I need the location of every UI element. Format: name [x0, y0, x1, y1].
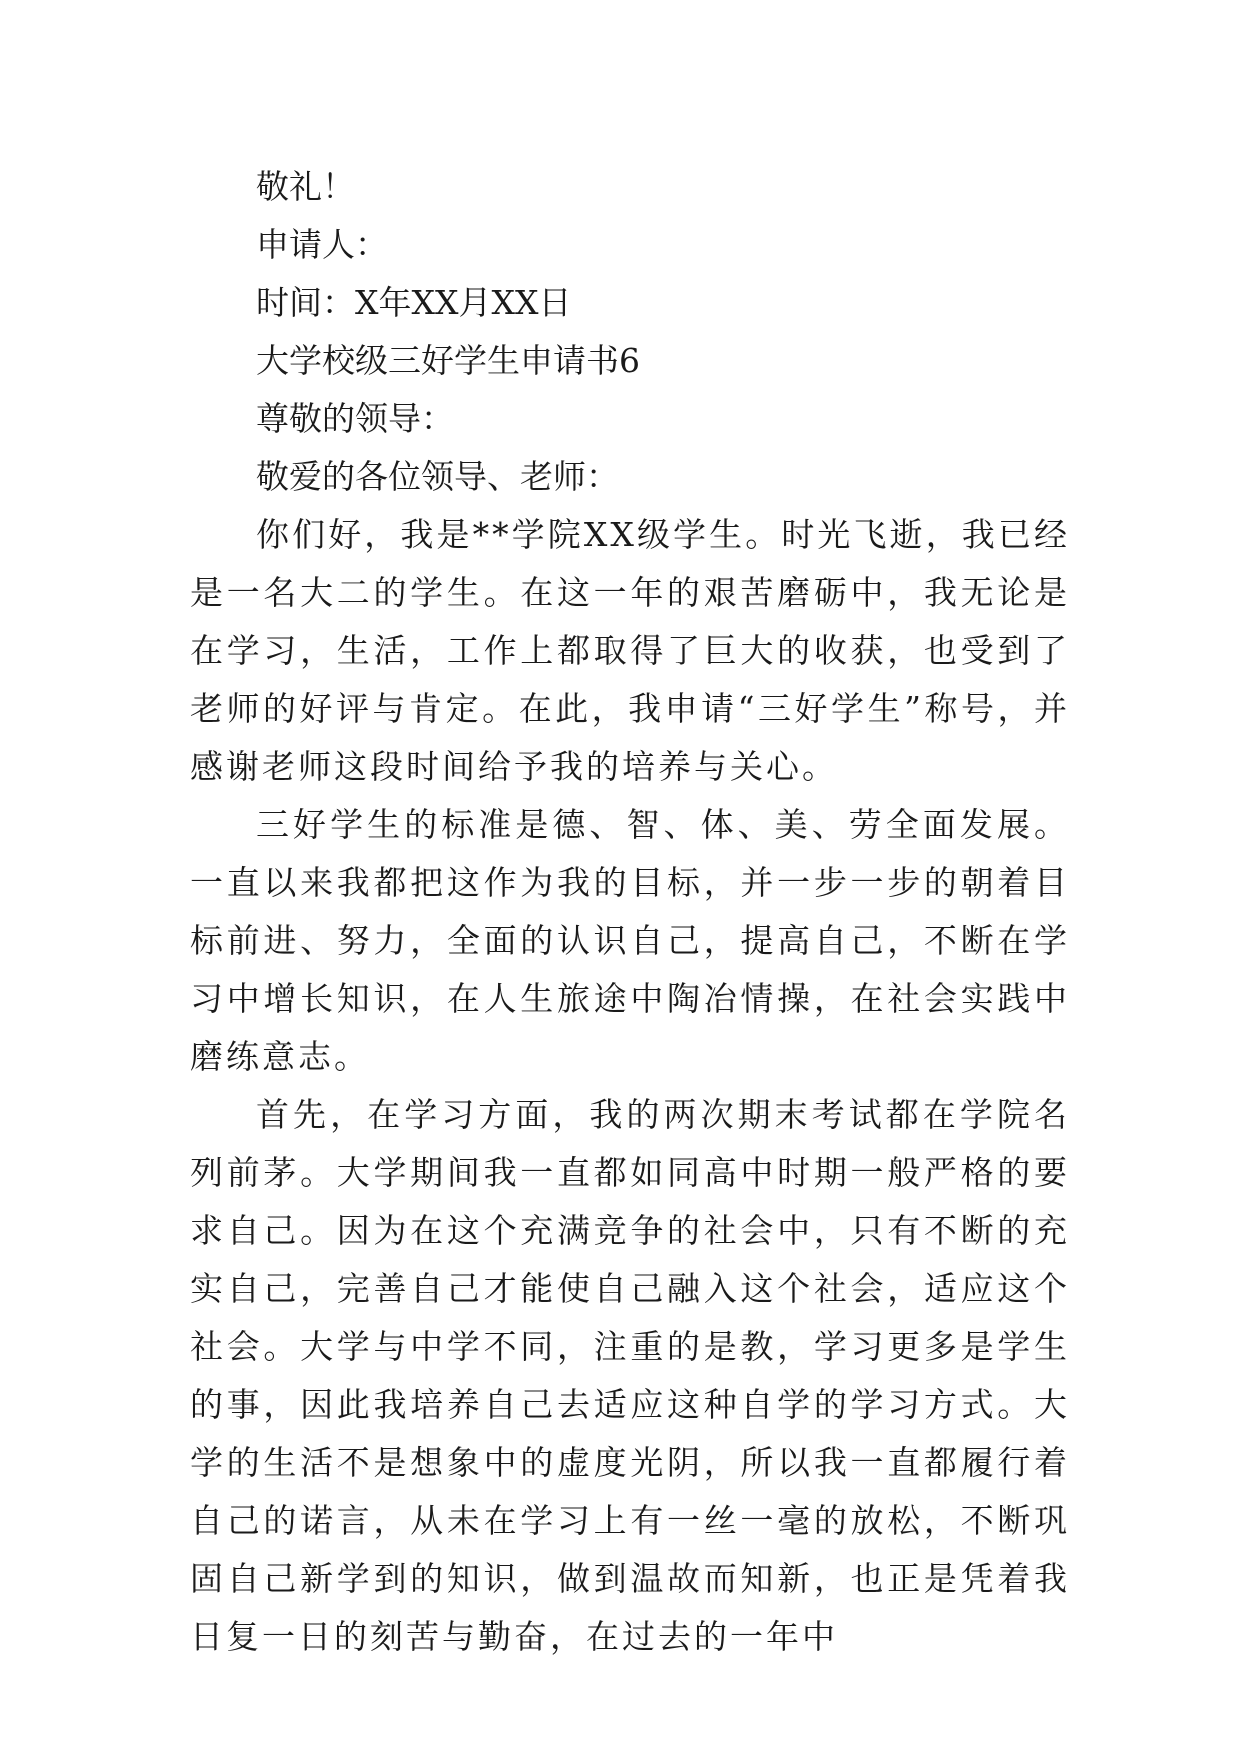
closing-line: 敬礼！	[256, 167, 355, 206]
paragraph-standards: 三好学生的标准是德、智、体、美、劳全面发展。一直以来我都把这作为我的目标，并一步一步的朝着目标前进、努力，全面的认识自己，提高自己，不断在学习中增长知识，在人生旅途中陶冶情操，在社会实践中磨练意志。	[190, 805, 1070, 1076]
salutation-leaders-teachers: 敬爱的各位领导、老师：	[256, 457, 619, 496]
date-line: 时间：X年XX月XX日	[256, 283, 572, 322]
applicant-line: 申请人：	[256, 225, 388, 264]
document-body	[190, 158, 1070, 1666]
document-heading: 大学校级三好学生申请书6	[256, 341, 640, 380]
salutation-leaders: 尊敬的领导：	[256, 399, 454, 438]
paragraph-study: 首先，在学习方面，我的两次期末考试都在学院名列前茅。大学期间我一直都如同高中时期一般严格的要求自己。因为在这个充满竞争的社会中，只有不断的充实自己，完善自己才能使自己融入这个社会，适应这个社会。大学与中学不同，注重的是教，学习更多是学生的事，因此我培养自己去适应这种自学的学习方式。大学的生活不是想象中的虚度光阴，所以我一直都履行着自己的诺言，从未在学习上有一丝一毫的放松，不断巩固自己新学到的知识，做到温故而知新，也正是凭着我日复一日的刻苦与勤奋，在过去的一年中	[190, 1095, 1070, 1656]
paragraph-introduction: 你们好，我是**学院XX级学生。时光飞逝，我已经是一名大二的学生。在这一年的艰苦磨砺中，我无论是在学习，生活，工作上都取得了巨大的收获，也受到了老师的好评与肯定。在此，我申请“三好学生”称号，并感谢老师这段时间给予我的培养与关心。	[190, 515, 1070, 786]
